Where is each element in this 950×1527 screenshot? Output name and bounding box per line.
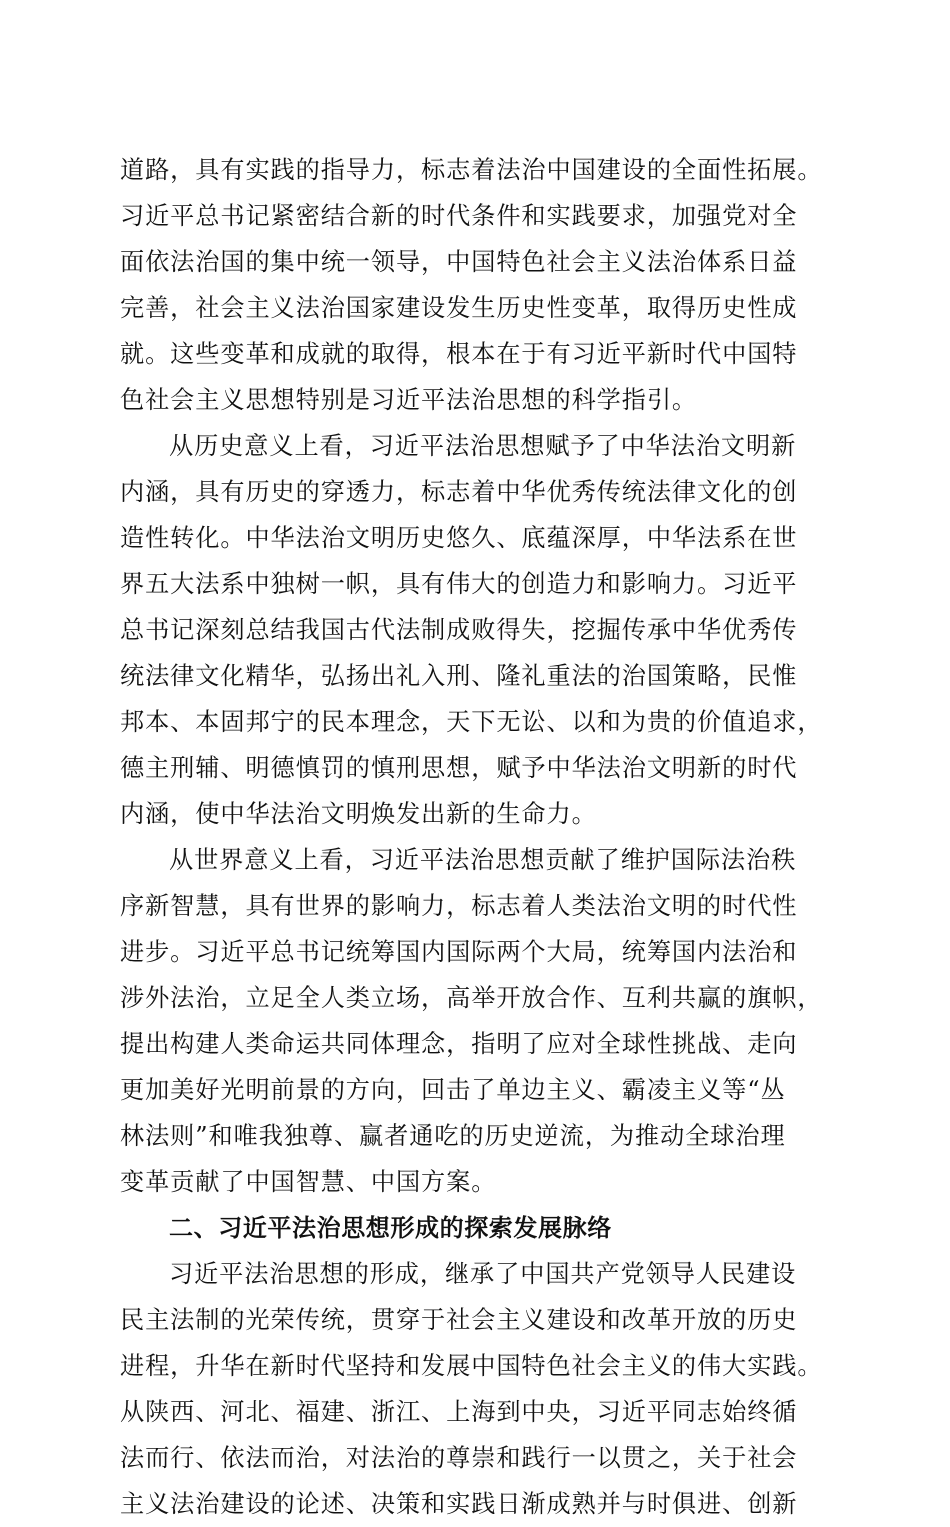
document-body	[120, 147, 832, 1527]
text-line: 从陕西、河北、福建、浙江、上海到中央，习近平同志始终循	[120, 1398, 798, 1426]
text-line: 提出构建人类命运共同体理念，指明了应对全球性挑战、走向	[120, 1030, 798, 1058]
text-line: 进程，升华在新时代坚持和发展中国特色社会主义的伟大实践。	[120, 1352, 823, 1380]
paragraph-first-line: 习近平法治思想的形成，继承了中国共产党领导人民建设	[169, 1260, 797, 1288]
text-line: 民主法制的光荣传统，贯穿于社会主义建设和改革开放的历史	[120, 1306, 798, 1334]
text-line: 就。这些变革和成就的取得，根本在于有习近平新时代中国特	[120, 340, 798, 368]
text-line: 内涵，具有历史的穿透力，标志着中华优秀传统法律文化的创	[120, 478, 798, 506]
text-line: 完善，社会主义法治国家建设发生历史性变革，取得历史性成	[120, 294, 798, 322]
text-line: 进步。习近平总书记统筹国内国际两个大局，统筹国内法治和	[120, 938, 798, 966]
text-line: 总书记深刻总结我国古代法制成败得失，挖掘传承中华优秀传	[120, 616, 798, 644]
text-line: 统法律文化精华，弘扬出礼入刑、隆礼重法的治国策略，民惟	[120, 662, 798, 690]
paragraph-first-line: 从历史意义上看，习近平法治思想赋予了中华法治文明新	[169, 432, 797, 460]
text-line: 色社会主义思想特别是习近平法治思想的科学指引。	[120, 386, 698, 414]
text-line: 林法则”和唯我独尊、赢者通吃的历史逆流，为推动全球治理	[120, 1122, 786, 1150]
text-line: 习近平总书记紧密结合新的时代条件和实践要求，加强党对全	[120, 202, 798, 230]
text-line: 主义法治建设的论述、决策和实践日渐成熟并与时俱进、创新	[120, 1490, 798, 1518]
section-heading: 二、习近平法治思想形成的探索发展脉络	[169, 1214, 612, 1242]
text-line: 德主刑辅、明德慎罚的慎刑思想，赋予中华法治文明新的时代	[120, 754, 798, 782]
text-line: 造性转化。中华法治文明历史悠久、底蕴深厚，中华法系在世	[120, 524, 798, 552]
paragraph-first-line: 从世界意义上看，习近平法治思想贡献了维护国际法治秩	[169, 846, 797, 874]
text-line: 序新智慧，具有世界的影响力，标志着人类法治文明的时代性	[120, 892, 798, 920]
text-line: 道路，具有实践的指导力，标志着法治中国建设的全面性拓展。	[120, 156, 823, 184]
text-line: 更加美好光明前景的方向，回击了单边主义、霸凌主义等“丛	[120, 1076, 786, 1104]
text-line: 面依法治国的集中统一领导，中国特色社会主义法治体系日益	[120, 248, 798, 276]
text-line: 涉外法治，立足全人类立场，高举开放合作、互利共赢的旗帜，	[120, 984, 823, 1012]
text-line: 界五大法系中独树一帜，具有伟大的创造力和影响力。习近平	[120, 570, 798, 598]
text-line: 邦本、本固邦宁的民本理念，天下无讼、以和为贵的价值追求，	[120, 708, 823, 736]
text-line: 法而行、依法而治，对法治的尊崇和践行一以贯之，关于社会	[120, 1444, 798, 1472]
text-line: 内涵，使中华法治文明焕发出新的生命力。	[120, 800, 597, 828]
text-line: 变革贡献了中国智慧、中国方案。	[120, 1168, 497, 1196]
